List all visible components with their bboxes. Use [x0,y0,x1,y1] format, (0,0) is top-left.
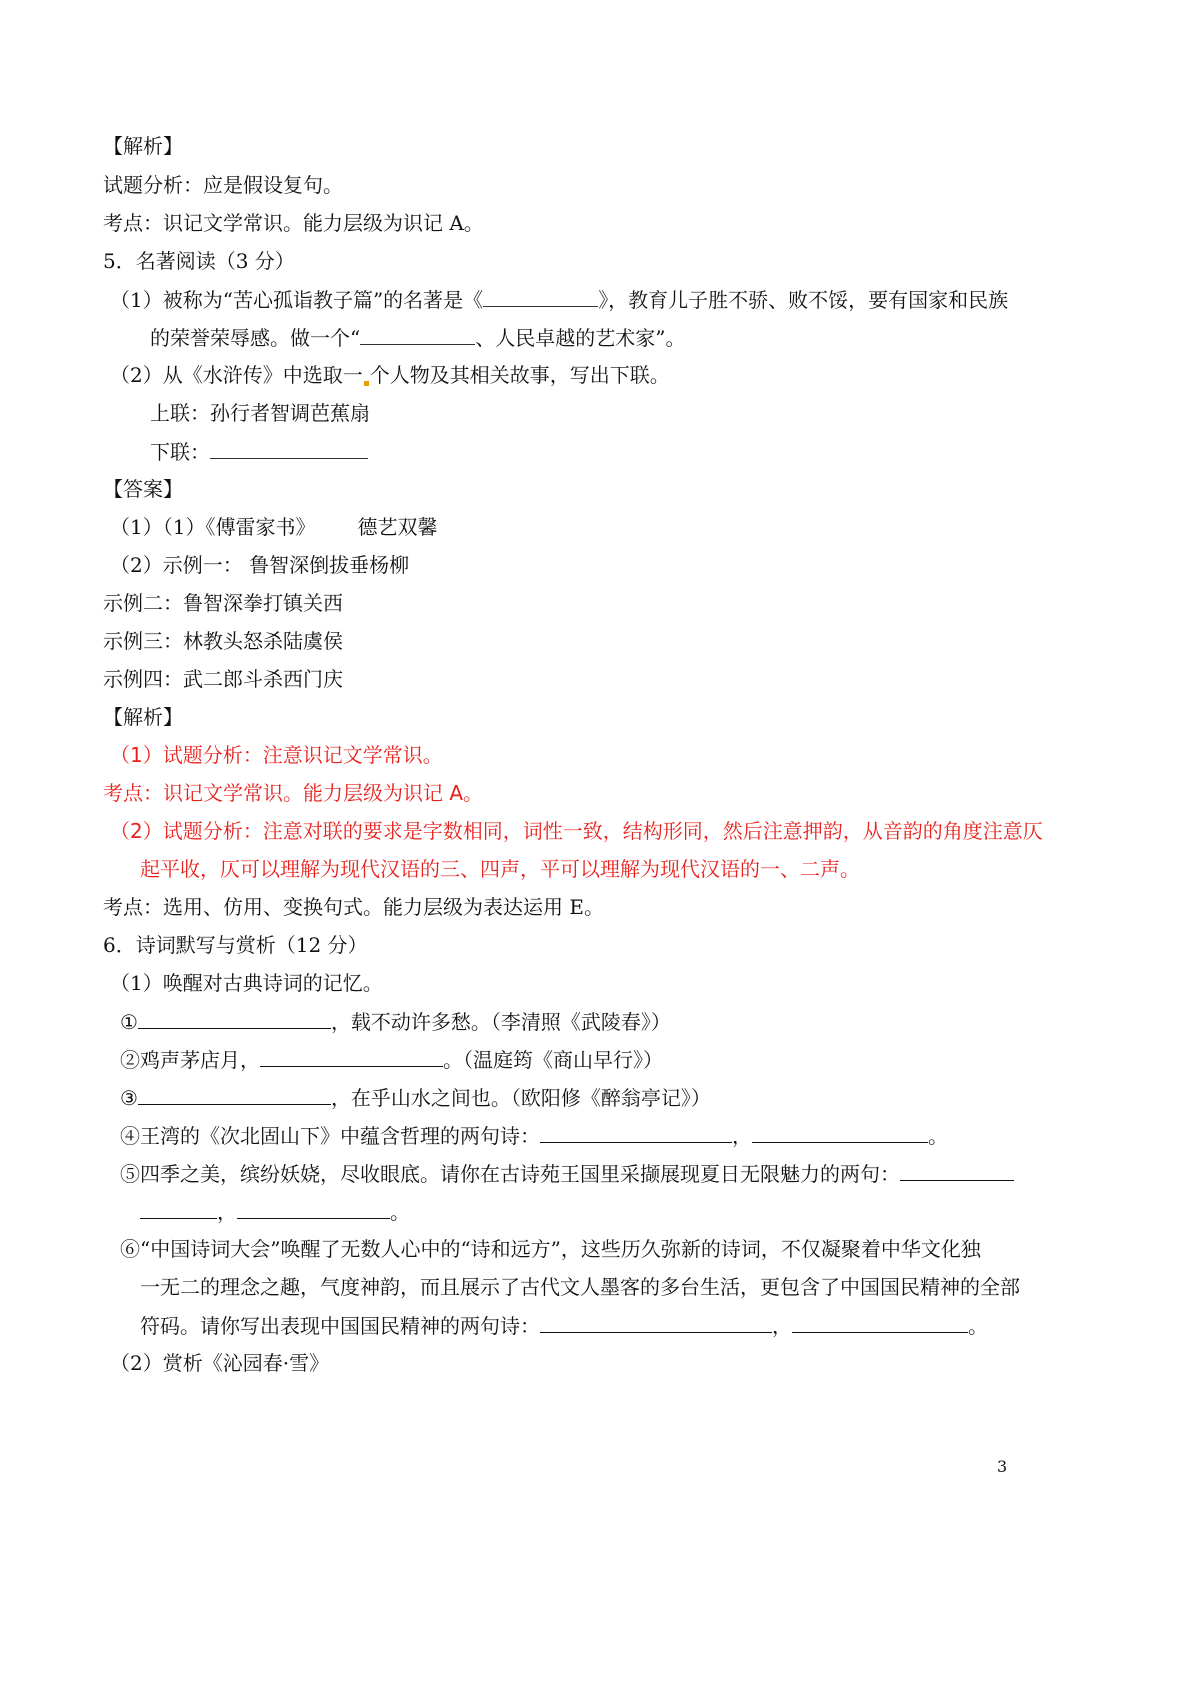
exam-point-text: 考点：识记文学常识。能力层级为识记 A。 [103,211,484,235]
poem-1-num: ① [120,1010,138,1034]
answer-blank [260,1046,443,1067]
question-5-part-2 [110,362,670,388]
question-6-part-2: （2）赏析《沁园春·雪》 [110,1351,330,1375]
section-heading-analysis: 【解析】 [103,134,183,158]
q5-1-text-post: 》，教育儿子胜不骄、败不馁，要有国家和民族 [598,288,1009,312]
question-6-part-1: （1）唤醒对古典诗词的记忆。 [110,971,383,995]
q5-2-text-post: 个人物及其相关故事，写出下联。 [369,363,670,387]
lower-couplet [150,438,368,465]
red-analysis-1: （1）试题分析：注意识记文学常识。 [110,743,443,767]
answer-1-book: （1）（1）《傅雷家书》 [110,515,316,539]
answer-2-example-1: （2）示例一： 鲁智深倒拔垂杨柳 [110,553,410,577]
question-5-part-1-line-1 [110,286,1008,313]
poem-item-5-line-1 [120,1160,1014,1187]
upper-couplet: 上联：孙行者智调芭蕉扇 [150,401,370,425]
red-analysis-2-line-2: 起平收，仄可以理解为现代汉语的三、四声，平可以理解为现代汉语的一、二声。 [140,857,860,881]
answer-blank [360,324,475,345]
question-5-title: 5．名著阅读（3 分） [103,249,295,273]
page-number: 3 [997,1457,1008,1476]
poem-1-text: ，载不动许多愁。（李清照《武陵春》） [330,1010,671,1034]
q5-2-text-pre: （2）从《水浒传》中选取一 [110,363,363,387]
section-heading-answer: 【答案】 [103,477,183,501]
poem-6-period: 。 [968,1314,988,1338]
poem-item-3 [120,1084,711,1111]
poem-4-period: 。 [928,1124,948,1148]
answer-2-example-3: 示例三：林教头怒杀陆虞侯 [103,629,343,653]
answer-blank [752,1122,928,1143]
answer-1 [110,514,437,540]
poem-3-num: ③ [120,1086,138,1110]
red-analysis-2-line-1: （2）试题分析：注意对联的要求是字数相同，词性一致，结构形同，然后注意押韵，从音韵的角度注意仄 [110,819,1043,843]
answer-2-example-4: 示例四：武二郎斗杀西门庆 [103,667,343,691]
poem-5-text: ⑤四季之美，缤纷妖娆，尽收眼底。请你在古诗苑王国里采撷展现夏日无限魅力的两句： [120,1162,900,1186]
answer-blank [900,1160,1014,1181]
poem-6-comma: ， [772,1314,792,1338]
poem-6-text: 符码。请你写出表现中国国民精神的两句诗： [140,1314,540,1338]
poem-item-2 [120,1046,663,1073]
answer-blank [483,286,598,307]
question-6-title: 6．诗词默写与赏析（12 分） [103,933,368,957]
answer-blank [138,1008,331,1029]
answer-blank [540,1312,772,1333]
poem-5-period: 。 [390,1200,410,1224]
q5-1b-text-post: 、人民卓越的艺术家”。 [475,326,686,350]
answer-blank [140,1198,217,1219]
lower-couplet-label: 下联： [150,440,210,464]
poem-4-text-pre: ④王湾的《次北固山下》中蕴含哲理的两句诗： [120,1124,540,1148]
poem-5-comma: ， [217,1200,237,1224]
question-5-part-1-line-2 [150,324,685,351]
answer-1-phrase: 德艺双馨 [357,515,438,539]
q5-1-text-pre: （1）被称为“苦心孤诣教子篇”的名著是《 [110,288,484,312]
poem-item-6-line-1: ⑥“中国诗词大会”唤醒了无数人心中的“诗和远方”，这些历久弥新的诗词，不仅凝聚着中华文化独 [120,1237,981,1261]
red-exam-point: 考点：识记文学常识。能力层级为识记 A。 [103,781,484,805]
poem-item-1 [120,1008,671,1035]
poem-2-text-post: 。（温庭筠《商山早行》） [443,1048,663,1072]
poem-item-4 [120,1122,948,1149]
answer-blank [210,438,368,459]
answer-blank [237,1198,390,1219]
section-heading-analysis-2: 【解析】 [103,705,183,729]
poem-item-6-line-2: 一无二的理念之趣，气度神韵，而且展示了古代文人墨客的多台生活，更包含了中国国民精神的全部 [140,1275,1020,1299]
poem-4-comma: ， [732,1124,752,1148]
analysis-text: 试题分析：应是假设复句。 [103,173,343,197]
poem-item-5-line-2 [140,1198,410,1225]
answer-blank [540,1122,732,1143]
q5-1b-text-pre: 的荣誉荣辱感。做一个“ [150,326,361,350]
answer-blank [792,1312,968,1333]
answer-2-example-2: 示例二：鲁智深拳打镇关西 [103,591,343,615]
answer-blank [138,1084,331,1105]
poem-2-text-pre: ②鸡声茅店月， [120,1048,260,1072]
poem-item-6-line-3 [140,1312,988,1339]
exam-point-text-2: 考点：选用、仿用、变换句式。能力层级为表达运用 E。 [103,895,604,919]
poem-3-text: ，在乎山水之间也。（欧阳修《醉翁亭记》） [330,1086,711,1110]
highlight-marker [364,381,369,386]
